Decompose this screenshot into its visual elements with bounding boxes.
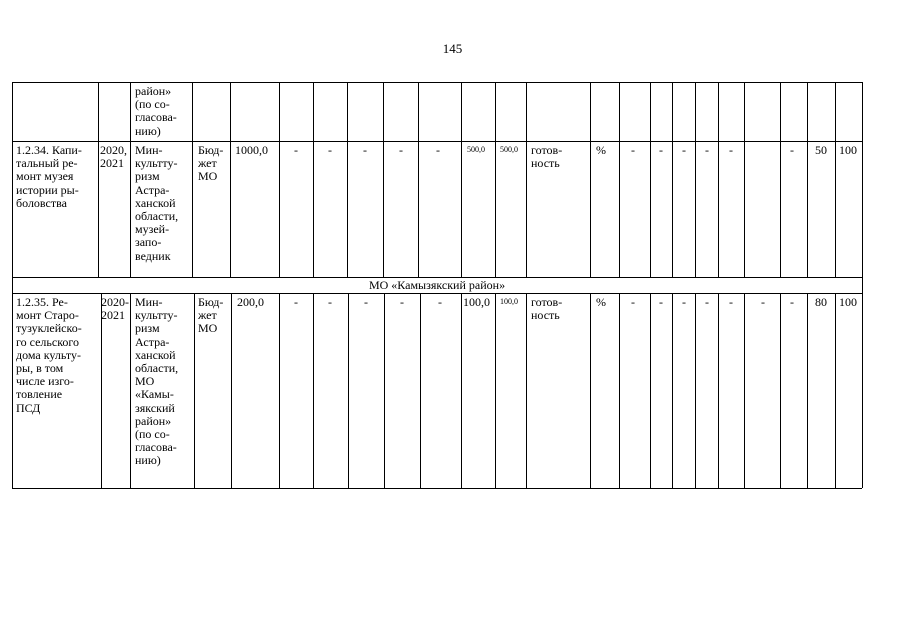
table-top-border xyxy=(12,82,862,83)
col-divider xyxy=(98,82,99,277)
dash-cell: - xyxy=(682,295,686,309)
col-divider xyxy=(495,82,496,277)
executor-cell-continuation: район» (по со- гласова- нию) xyxy=(135,84,177,138)
dash-cell: - xyxy=(328,295,332,309)
col-divider xyxy=(672,82,673,277)
unit-cell: % xyxy=(596,143,606,157)
col-divider xyxy=(495,293,496,488)
dash-cell: - xyxy=(705,295,709,309)
col-divider xyxy=(192,82,193,277)
dash-cell: - xyxy=(438,295,442,309)
col-divider xyxy=(807,293,808,488)
dash-cell: - xyxy=(400,295,404,309)
dash-cell: - xyxy=(682,143,686,157)
dash-cell: - xyxy=(761,295,765,309)
dash-cell: - xyxy=(363,143,367,157)
dash-cell: - xyxy=(294,295,298,309)
page-number: 145 xyxy=(442,41,463,56)
dash-cell: - xyxy=(705,143,709,157)
section-header: МО «Камызякский район» xyxy=(368,278,506,292)
year-2021-cell: 100,0 xyxy=(500,297,518,306)
col-divider xyxy=(718,293,719,488)
dash-cell: - xyxy=(729,143,733,157)
dash-cell: - xyxy=(631,143,635,157)
table-right-border xyxy=(862,82,863,488)
dash-cell: - xyxy=(399,143,403,157)
col-divider xyxy=(619,82,620,277)
col-divider xyxy=(744,293,745,488)
col-divider xyxy=(835,293,836,488)
dash-cell: - xyxy=(631,295,635,309)
col-divider xyxy=(695,82,696,277)
col-divider xyxy=(461,82,462,277)
col-divider xyxy=(383,82,384,277)
col-divider xyxy=(590,82,591,277)
row-name-cell: 1.2.35. Ре- монт Старо- тузуклейско- го сельского дома культу- ры, в том числе изго- товление ПСД xyxy=(16,295,82,415)
row-executor-cell: Мин- культту- ризм Астра- ханской области, МО «Камы- зякский район» (по со- гласова- нию) xyxy=(135,295,179,468)
row-years-cell: 2020, 2021 xyxy=(100,143,127,171)
col-divider xyxy=(313,293,314,488)
col-divider xyxy=(231,293,232,488)
row-total-cell: 200,0 xyxy=(237,295,264,309)
col-divider xyxy=(279,82,280,277)
col-divider xyxy=(835,82,836,277)
dash-cell: - xyxy=(790,143,794,157)
col-divider xyxy=(807,82,808,277)
col-divider xyxy=(130,293,131,488)
col-divider xyxy=(619,293,620,488)
col-divider xyxy=(279,293,280,488)
col-divider xyxy=(418,82,419,277)
col-divider xyxy=(650,82,651,277)
col-divider xyxy=(130,82,131,277)
dash-cell: - xyxy=(294,143,298,157)
indicator-cell: готов- ность xyxy=(531,295,563,323)
col-divider xyxy=(348,293,349,488)
row-name-cell: 1.2.34. Капи- тальный ре- монт музея истории ры- боловства xyxy=(16,143,82,210)
col-divider xyxy=(650,293,651,488)
dash-cell: - xyxy=(790,295,794,309)
row-total-cell: 1000,0 xyxy=(235,143,268,157)
value-cell: 100 xyxy=(839,295,857,309)
col-divider xyxy=(718,82,719,277)
col-divider xyxy=(420,293,421,488)
row-divider xyxy=(12,141,862,142)
unit-cell: % xyxy=(596,295,606,309)
table-bottom-border xyxy=(12,488,862,489)
col-divider xyxy=(526,293,527,488)
year-2020-cell: 500,0 xyxy=(467,145,485,154)
value-cell: 100 xyxy=(839,143,857,157)
row-source-cell: Бюд- жет МО xyxy=(198,143,224,184)
year-2021-cell: 500,0 xyxy=(500,145,518,154)
col-divider xyxy=(313,82,314,277)
dash-cell: - xyxy=(659,295,663,309)
value-cell: 80 xyxy=(815,295,827,309)
col-divider xyxy=(347,82,348,277)
col-divider xyxy=(695,293,696,488)
col-divider xyxy=(672,293,673,488)
dash-cell: - xyxy=(364,295,368,309)
dash-cell: - xyxy=(328,143,332,157)
col-divider xyxy=(461,293,462,488)
dash-cell: - xyxy=(729,295,733,309)
col-divider xyxy=(780,82,781,277)
col-divider xyxy=(194,293,195,488)
row-executor-cell: Мин- культту- ризм Астра- ханской области, музей- запо- ведник xyxy=(135,143,179,263)
section-header-bottom-border xyxy=(12,293,862,294)
col-divider xyxy=(526,82,527,277)
value-cell: 50 xyxy=(815,143,827,157)
indicator-cell: готов- ность xyxy=(531,143,563,171)
col-divider xyxy=(744,82,745,277)
dash-cell: - xyxy=(436,143,440,157)
col-divider xyxy=(590,293,591,488)
col-divider xyxy=(384,293,385,488)
dash-cell: - xyxy=(659,143,663,157)
year-2020-cell: 100,0 xyxy=(463,295,490,309)
row-source-cell: Бюд- жет МО xyxy=(198,295,224,336)
col-divider xyxy=(230,82,231,277)
col-divider xyxy=(780,293,781,488)
row-years-cell: 2020- 2021 xyxy=(101,295,129,323)
